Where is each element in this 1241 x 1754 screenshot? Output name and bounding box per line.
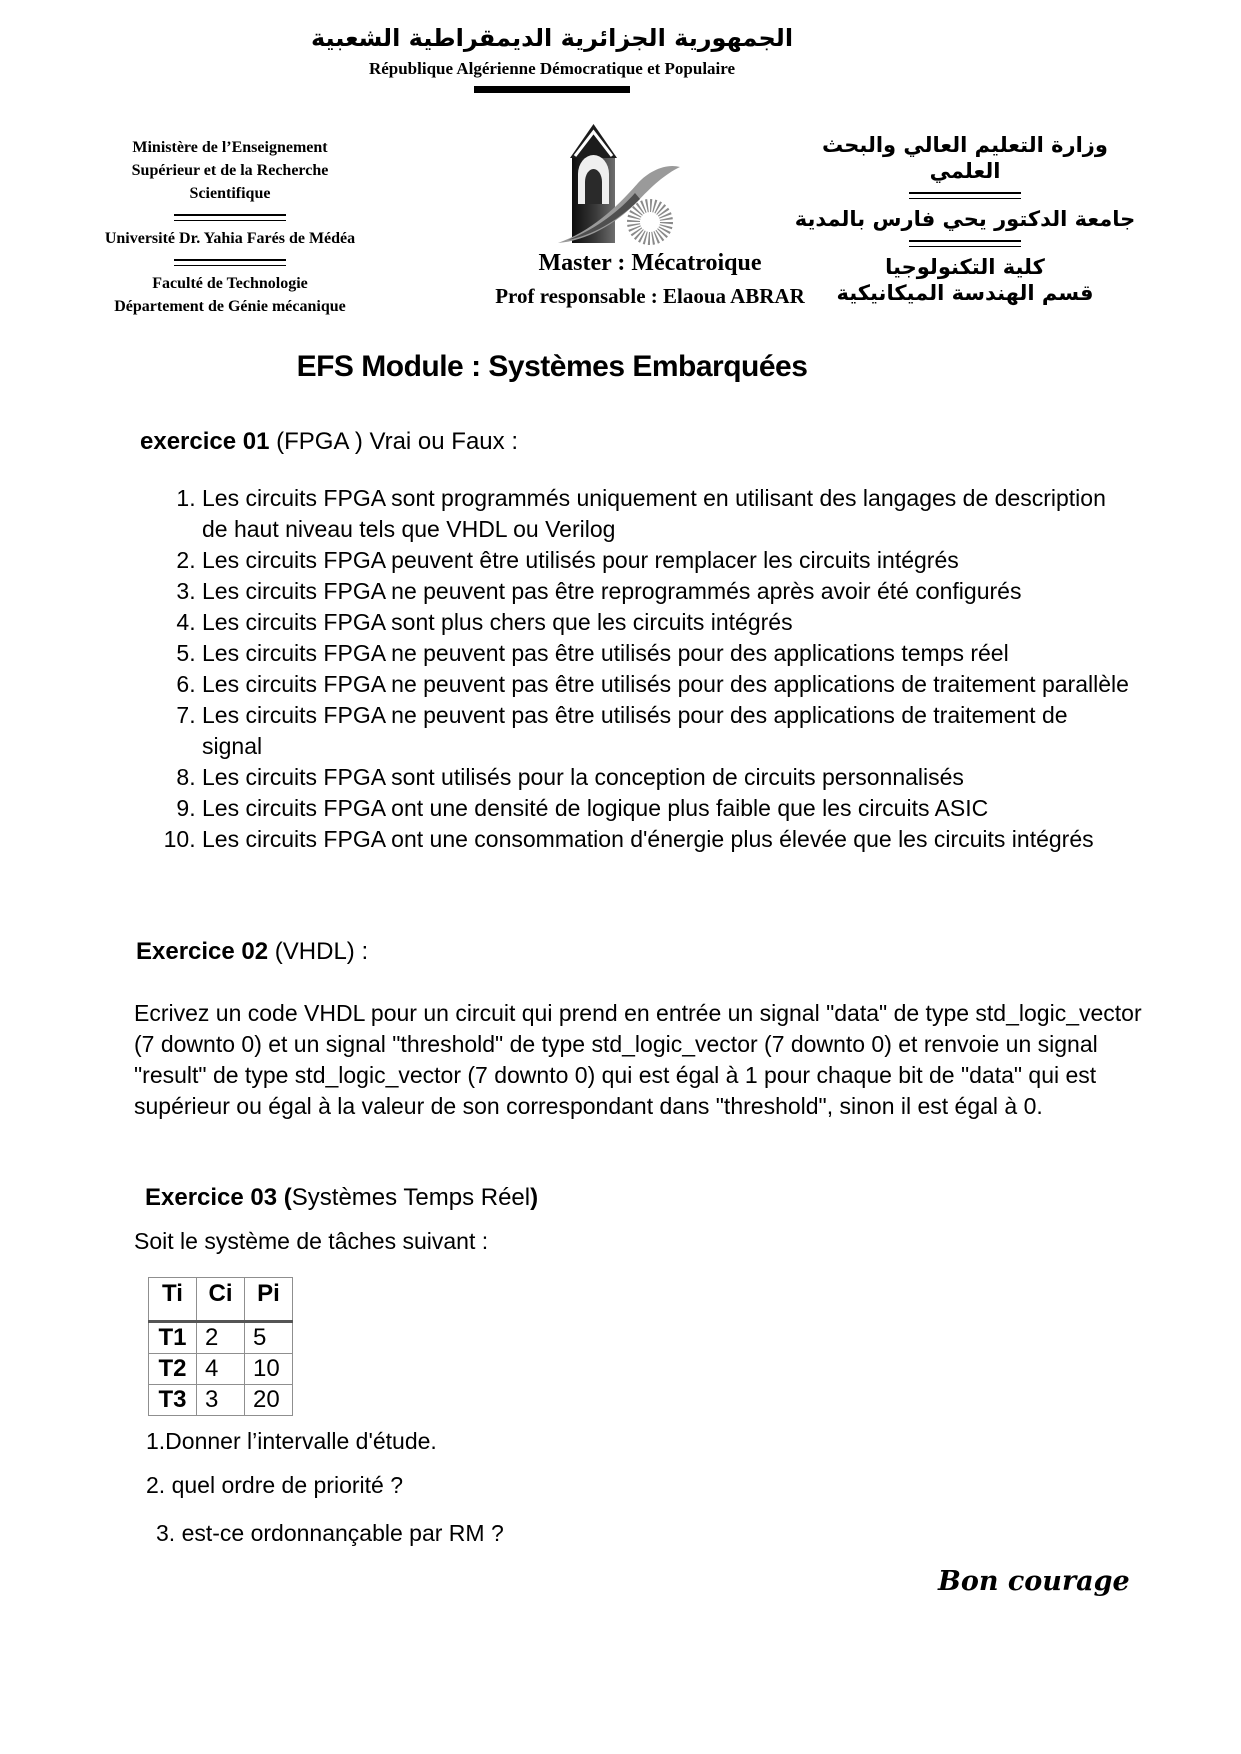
exercise3-label: Exercice 03 (	[145, 1184, 292, 1211]
university-name-arabic: جامعة الدكتور يحي فارس بالمدية	[794, 207, 1136, 231]
exercise1-label: exercice 01	[140, 428, 270, 455]
list-item: 7. Les circuits FPGA ne peuvent pas être utilisés pour des applications de traitement de signal	[202, 700, 1132, 762]
faculty-name: Faculté de Technologie	[152, 275, 308, 292]
double-line-divider	[909, 240, 1021, 247]
exercise2-label: Exercice 02	[136, 938, 269, 965]
list-item: 3. Les circuits FPGA ne peuvent pas être reprogrammés après avoir été configurés	[202, 576, 1132, 607]
professor-line: Prof responsable : Elaoua ABRAR	[495, 284, 805, 308]
table-row	[149, 1354, 293, 1385]
exercise3-intro: Soit le système de tâches suivant :	[134, 1228, 489, 1254]
column-header: Ci	[197, 1278, 245, 1322]
university-logo-icon	[552, 112, 684, 248]
title-divider-bar	[474, 86, 630, 93]
institution-block-arabic	[790, 132, 1140, 306]
exercise3-question: 3. est-ce ordonnançable par RM ?	[156, 1520, 504, 1546]
faculty-name-arabic: كلية التكنولوجيا	[885, 255, 1045, 279]
exercise3-label-close: )	[530, 1184, 539, 1211]
task-ci-cell: 4	[197, 1354, 245, 1385]
list-item: 1. Les circuits FPGA sont programmés uniquement en utilisant des langages de description de haut niveau tels que VHDL ou Verilog	[202, 483, 1132, 545]
republic-title-block	[0, 22, 1104, 93]
department-name: Département de Génie mécanique	[114, 298, 346, 315]
list-item: 6. Les circuits FPGA ne peuvent pas être utilisés pour des applications de traitement parallèle	[202, 669, 1132, 700]
task-ci-cell: 2	[197, 1322, 245, 1354]
university-logo	[552, 112, 684, 248]
exercise1-question-list	[122, 483, 1132, 855]
republic-title-arabic: الجمهورية الجزائرية الديمقراطية الشعبية	[310, 24, 794, 52]
task-name-cell: T3	[149, 1385, 197, 1416]
republic-title-french: République Algérienne Démocratique et Populaire	[368, 59, 736, 78]
list-item: 4. Les circuits FPGA sont plus chers que les circuits intégrés	[202, 607, 1132, 638]
task-name-cell: T2	[149, 1354, 197, 1385]
ministry-name-arabic: وزارة التعليم العالي والبحث العلمي	[822, 133, 1108, 183]
closing-message: Bon courage	[938, 1566, 1130, 1597]
table-row	[149, 1322, 293, 1354]
list-item: 9. Les circuits FPGA ont une densité de logique plus faible que les circuits ASIC	[202, 793, 1132, 824]
task-pi-cell: 20	[245, 1385, 293, 1416]
ministry-name: Ministère de l’Enseignement Supérieur et de la Recherche Scientifique	[131, 139, 329, 202]
column-header: Ti	[149, 1278, 197, 1322]
list-item: 8. Les circuits FPGA sont utilisés pour la conception de circuits personnalisés	[202, 762, 1132, 793]
task-parameters-table	[148, 1277, 293, 1416]
column-header: Pi	[245, 1278, 293, 1322]
double-line-divider	[174, 259, 286, 266]
task-pi-cell: 10	[245, 1354, 293, 1385]
exercise3-heading	[145, 1184, 538, 1212]
exercise2-statement: Ecrivez un code VHDL pour un circuit qui prend en entrée un signal "data" de type std_logic_vector (7 downto 0) et un signal "threshold" de type std_logic_vector (7 downto 0) et renvoie un signal "result" de type std_logic_vector (7 downto 0) qui est égal à 1 pour chaque bit de "data" qui est supérieur ou égal à la valeur de son correspondant dans "threshold", sinon il est égal à 0.	[134, 1000, 1142, 1119]
institution-block-french	[70, 136, 390, 318]
double-line-divider	[909, 192, 1021, 199]
page-title: EFS Module : Systèmes Embarquées	[296, 350, 808, 383]
list-item: 10. Les circuits FPGA ont une consommation d'énergie plus élevée que les circuits intégrés	[202, 824, 1132, 855]
list-item: 5. Les circuits FPGA ne peuvent pas être utilisés pour des applications temps réel	[202, 638, 1132, 669]
exercise2-subtitle: (VHDL) :	[268, 938, 369, 965]
program-title: Master : Mécatroique	[538, 250, 762, 276]
exercise1-subtitle: (FPGA ) Vrai ou Faux :	[269, 428, 518, 455]
exercise3-question: 2. quel ordre de priorité ?	[146, 1472, 403, 1498]
exercise3-subtitle: Systèmes Temps Réel	[291, 1184, 531, 1211]
exercise2-heading	[136, 938, 368, 966]
table-header-row	[149, 1278, 293, 1322]
task-ci-cell: 3	[197, 1385, 245, 1416]
list-item: 2. Les circuits FPGA peuvent être utilisés pour remplacer les circuits intégrés	[202, 545, 1132, 576]
task-name-cell: T1	[149, 1322, 197, 1354]
task-pi-cell: 5	[245, 1322, 293, 1354]
exercise1-heading	[140, 428, 518, 456]
double-line-divider	[174, 214, 286, 221]
table-row	[149, 1385, 293, 1416]
university-name: Université Dr. Yahia Farés de Médéa	[104, 230, 356, 247]
department-name-arabic: قسم الهندسة الميكانيكية	[836, 281, 1094, 305]
exercise3-question: 1.Donner l’intervalle d'étude.	[146, 1428, 437, 1454]
